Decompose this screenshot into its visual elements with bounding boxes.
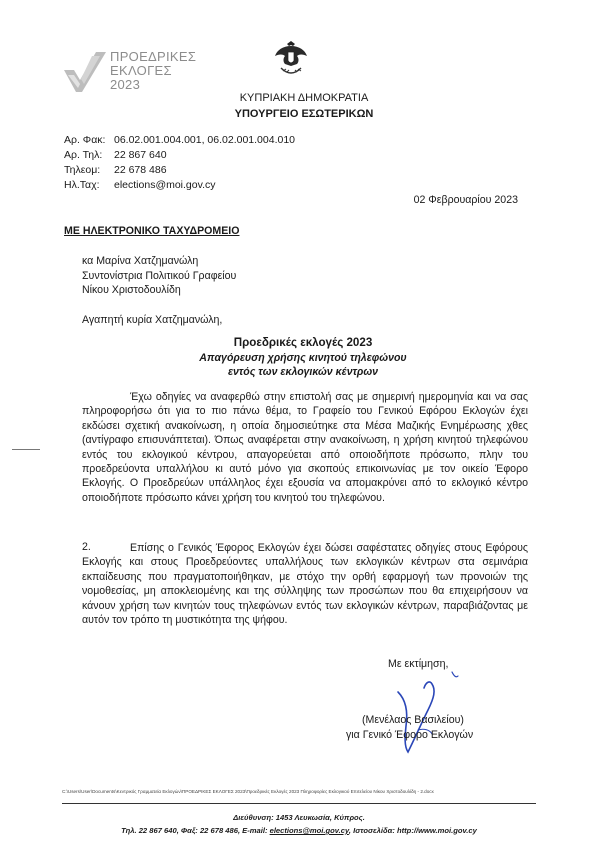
footer-email-link[interactable]: elections@moi.gov.cy bbox=[269, 826, 349, 835]
footer-contacts: Τηλ. 22 867 640, Φαξ: 22 678 486, E-mail: elections@moi.gov.cy, Ιστοσελίδα: http://www.moi.gov.cy bbox=[121, 826, 477, 835]
republic-heading: ΚΥΠΡΙΑΚΗ ΔΗΜΟΚΡΑΤΙΑ bbox=[239, 92, 369, 104]
letter-date: 02 Φεβρουαρίου 2023 bbox=[413, 194, 518, 206]
logo-line-1: ΠΡΟΕΔΡΙΚΕΣ bbox=[110, 49, 197, 64]
cyprus-coat-of-arms-icon bbox=[273, 38, 309, 78]
closing: Με εκτίμηση, bbox=[388, 658, 449, 670]
logo-line-2: ΕΚΛΟΓΕΣ bbox=[110, 63, 172, 78]
subject-title: Προεδρικές εκλογές 2023 bbox=[233, 336, 373, 349]
elections-logo bbox=[62, 46, 202, 98]
delivery-method: ΜΕ ΗΛΕΚΤΡΟΝΙΚΟ ΤΑΧΥΔΡΟΜΕΙΟ bbox=[64, 225, 240, 237]
reference-email: Ηλ.Ταχ: elections@moi.gov.cy bbox=[64, 179, 216, 191]
footer-divider bbox=[62, 803, 536, 804]
signatory-role: για Γενικό Έφορο Εκλογών bbox=[346, 729, 474, 741]
footer-address: Διεύθυνση: 1453 Λευκωσία, Κύπρος. bbox=[233, 813, 365, 822]
paragraph-2: Επίσης ο Γενικός Έφορος Εκλογών έχει δώσει σαφέστατες οδηγίες στους Εφόρους Εκλογής και στους Προεδρεύοντες υπαλλήλους των εκλογικών κέντρων στα σεμινάρια εκπαίδευσης που πραγματοποιήθηκαν, με στόχο την ορθή εφαρμογή των προνοιών της νομοθεσίας, μη αποκλειομένης και της σύλληψης των προσώπων που θα επιχειρήσουν να κάνουν χρήση των κινητών τους τηλεφώνων εντός των εκλογικών κέντρων, παραβιάζοντας με αυτόν τον τρόπο τη μυστικότητα της ψήφου. bbox=[82, 542, 528, 627]
paragraph-2-number: 2. bbox=[82, 541, 91, 553]
elections-checkmark-logo-icon bbox=[62, 48, 106, 94]
recipient-block bbox=[82, 254, 236, 298]
signatory-name: (Μενέλαος Βασιλείου) bbox=[362, 714, 464, 726]
paragraph-1: Έχω οδηγίες να αναφερθώ στην επιστολή σας με σημερινή ημερομηνία και να σας πληροφορήσω ότι για το πιο πάνω θέμα, το Γραφείο του Γενικού Εφόρου Εκλογών έχει εκδώσει σχετική ανακοίνωση, η οποία δημοσιεύτηκε στα Μέσα Μαζικής Ενημέρωσης χθες (αντίγραφο επισυνάπτεται). Όπως αναφέρεται στην ανακοίνωση, η χρήση κινητού τηλεφώνου εντός του εκλογικού κέντρου, απαγορεύεται από οποιοδήποτε πρόσωπο, πλην του προεδρεύοντα υπαλλήλου κι αυτό μόνο για σκοπούς επικοινωνίας με τον οικείο Έφορο Εκλογής. Ο Προεδρεύων υπάλληλος έχει εξουσία να απομακρύνει από το εκλογικό κέντρο οποιοδήποτε πρόσωπο κάνει χρήση του κινητού του τηλεφώνου. bbox=[82, 391, 528, 504]
reference-file-number: Αρ. Φακ: 06.02.001.004.001, 06.02.001.004.010 bbox=[64, 134, 296, 146]
reference-fax: Τηλεομ: 22 678 486 bbox=[64, 164, 167, 176]
margin-fold-mark bbox=[12, 449, 40, 450]
recipient-role: Συντονίστρια Πολιτικού Γραφείου bbox=[82, 269, 237, 282]
ministry-heading: ΥΠΟΥΡΓΕΙΟ ΕΣΩΤΕΡΙΚΩΝ bbox=[234, 108, 374, 120]
reference-block bbox=[64, 133, 295, 193]
subject-line-2: εντός των εκλογικών κέντρων bbox=[227, 366, 379, 378]
recipient-office: Νίκου Χριστοδουλίδη bbox=[82, 284, 181, 296]
file-path: C:\Users\User\Documents\Κεντρικός Γραμματεία Εκλογών\ΠΡΟΕΔΡΙΚΕΣ ΕΚΛΟΓΕΣ 2023\Προεδρικές Εκλογές 2023 Πληροφορίες Εκλογικού Επιτελείου Νίκου Χριστοδουλίδη - 2.docx bbox=[62, 789, 434, 794]
recipient-name: κα Μαρίνα Χατζημανώλη bbox=[82, 255, 199, 267]
logo-line-3: 2023 bbox=[110, 77, 141, 92]
salutation: Αγαπητή κυρία Χατζημανώλη, bbox=[82, 314, 223, 326]
reference-phone: Αρ. Τηλ: 22 867 640 bbox=[64, 149, 167, 161]
subject-line-1: Απαγόρευση χρήσης κινητού τηλεφώνου bbox=[199, 352, 407, 364]
